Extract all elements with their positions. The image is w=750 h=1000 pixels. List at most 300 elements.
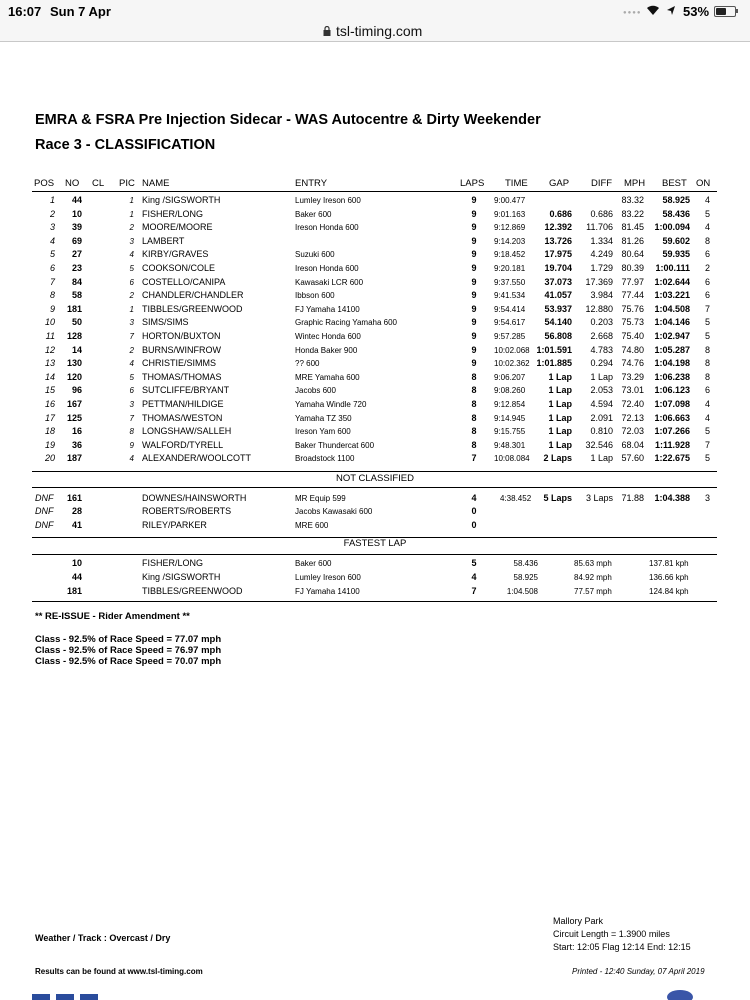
battery-percent: 53% (683, 4, 710, 19)
cell-gap: 1:01.885 (536, 358, 572, 369)
cell-pos: 10 (44, 317, 55, 328)
cell-time: 1:04.508 (506, 587, 538, 596)
cell-no: 39 (71, 222, 82, 233)
cell-on: 4 (705, 195, 711, 205)
cell-laps: 8 (471, 371, 477, 382)
dnf-row (0, 519, 750, 532)
cell-lap: 4 (471, 572, 477, 582)
cell-pos: 5 (49, 249, 55, 260)
cell-time: 4:38.452 (500, 494, 532, 503)
col-pos: POS (34, 178, 55, 189)
cell-best: 59.602 (662, 235, 690, 246)
cell-on: 5 (705, 426, 711, 437)
cell-gap: 54.140 (544, 317, 572, 328)
cell-pic: 7 (129, 332, 134, 341)
cell-no: 23 (71, 263, 82, 273)
cell-diff: 12.880 (585, 303, 613, 314)
cell-on: 8 (705, 371, 711, 382)
cell-no: 167 (66, 399, 82, 409)
page-title: EMRA & FSRA Pre Injection Sidecar - WAS Autocentre & Dirty Weekender (35, 112, 541, 128)
cell-mph: 75.40 (621, 331, 644, 341)
table-row (0, 221, 750, 234)
cell-best: 1:07.098 (654, 399, 690, 409)
cell-pic: 6 (129, 277, 134, 287)
cell-diff: 0.203 (590, 317, 613, 328)
cell-no: 187 (66, 453, 82, 464)
cell-pos: 9 (49, 303, 55, 314)
cell-entry: Lumley Ireson 600 (295, 196, 361, 205)
cell-diff: 1.729 (590, 263, 613, 273)
cell-time: 9:14.203 (494, 236, 526, 246)
cell-pos: DNF (35, 520, 54, 530)
cell-best: 1:03.221 (654, 290, 690, 301)
circuit-length: Circuit Length = 1.3900 miles (553, 929, 670, 939)
cell-on: 7 (705, 439, 711, 450)
cell-mph: 81.45 (621, 222, 644, 233)
status-bar (0, 0, 750, 22)
cell-no: 128 (66, 331, 82, 341)
table-row (0, 276, 750, 289)
cell-no: 84 (71, 276, 82, 287)
cell-entry: Suzuki 600 (295, 250, 335, 260)
cell-gap: 56.808 (544, 331, 572, 341)
cell-pic: 1 (129, 304, 134, 314)
cell-no: 58 (71, 290, 82, 301)
cell-name: CHRISTIE/SIMMS (142, 358, 217, 369)
cell-on: 5 (705, 331, 711, 341)
status-date: Sun 7 Apr (50, 4, 111, 19)
table-row (0, 330, 750, 343)
cell-pos: DNF (35, 506, 54, 516)
cell-lap: 5 (471, 558, 477, 568)
cell-name: MOORE/MOORE (142, 222, 213, 233)
cell-entry: Ibbson 600 (295, 291, 335, 301)
race-title: Race 3 - CLASSIFICATION (35, 137, 216, 153)
cell-name: LAMBERT (142, 235, 185, 246)
cell-best: 58.436 (662, 208, 690, 219)
cell-diff: 3.984 (590, 290, 613, 301)
cell-no: 28 (71, 506, 82, 516)
fastest-lap-row (0, 557, 750, 570)
cell-best: 1:02.947 (654, 331, 690, 341)
cell-pic: 3 (129, 236, 134, 246)
table-header (0, 177, 750, 190)
cell-pos: 12 (44, 344, 55, 355)
battery-icon (714, 6, 736, 17)
cell-on: 4 (705, 399, 711, 409)
not-classified-divider (32, 487, 717, 488)
cell-on: 5 (705, 208, 711, 219)
table-row (0, 289, 750, 302)
cell-name: KIRBY/GRAVES (142, 249, 209, 260)
cell-mph: 83.32 (621, 195, 644, 205)
cell-diff: 1.334 (590, 235, 613, 246)
weather: Weather / Track : Overcast / Dry (35, 933, 171, 943)
cell-on: 3 (705, 493, 711, 503)
cell-laps: 9 (471, 303, 477, 314)
cell-name: King /SIGSWORTH (142, 195, 221, 205)
cell-pic: 8 (129, 427, 134, 437)
cell-laps: 9 (471, 222, 477, 233)
cell-name: ROBERTS/ROBERTS (142, 506, 232, 516)
cell-entry: Kawasaki LCR 600 (295, 277, 364, 287)
cell-no: 44 (71, 572, 82, 582)
cell-laps: 7 (471, 453, 477, 464)
cell-gap: 5 Laps (543, 493, 572, 503)
cell-gap: 13.726 (544, 235, 572, 246)
cell-best: 1:04.508 (654, 303, 690, 314)
cell-best: 1:06.123 (654, 385, 690, 396)
cell-time: 10:08.084 (494, 454, 530, 464)
cell-name: THOMAS/THOMAS (142, 371, 222, 382)
cell-no: 120 (66, 371, 82, 382)
cell-diff: 2.091 (590, 412, 613, 423)
cell-time: 9:12.854 (494, 400, 526, 409)
cell-no: 181 (66, 586, 82, 596)
cell-on: 8 (705, 235, 711, 246)
cell-mph: 73.01 (621, 385, 644, 396)
cell-best: 1:22.675 (654, 453, 690, 464)
url-text[interactable]: tsl-timing.com (336, 23, 423, 39)
cell-pic: 4 (129, 250, 134, 260)
cell-diff: 17.369 (585, 276, 613, 287)
cell-laps: 9 (471, 317, 477, 328)
cell-best: 1:00.094 (654, 222, 690, 233)
cell-speed-kph: 124.84 kph (649, 587, 689, 596)
cell-name: TIBBLES/GREENWOOD (142, 586, 243, 596)
cell-laps: 9 (471, 208, 477, 219)
cell-entry: Honda Baker 900 (295, 345, 358, 355)
cell-time: 9:12.869 (494, 223, 526, 233)
cell-pic: 7 (129, 413, 134, 423)
cell-no: 27 (71, 249, 82, 260)
cell-entry: Ireson Yam 600 (295, 427, 351, 437)
col-best: BEST (662, 178, 687, 189)
cell-mph: 73.29 (621, 371, 644, 382)
table-row (0, 208, 750, 221)
cell-time: 9:15.755 (494, 427, 526, 437)
cell-time: 9:41.534 (494, 291, 526, 301)
cell-gap: 1 Lap (548, 399, 572, 409)
cell-name: RILEY/PARKER (142, 520, 207, 530)
cell-on: 2 (705, 263, 711, 273)
cell-on: 6 (705, 249, 711, 260)
cell-pos: 4 (49, 235, 55, 246)
cell-diff: 3 Laps (585, 493, 613, 503)
table-row (0, 412, 750, 425)
cell-time: 10:02.068 (494, 345, 530, 355)
cell-pos: 8 (49, 290, 55, 301)
cell-diff: 11.706 (586, 222, 613, 233)
table-row (0, 398, 750, 411)
cell-name: ALEXANDER/WOOLCOTT (142, 453, 252, 464)
cell-entry: Jacobs 600 (295, 386, 336, 396)
table-row (0, 248, 750, 261)
results-divider (32, 471, 717, 472)
cell-laps: 9 (471, 249, 477, 260)
cell-name: TIBBLES/GREENWOOD (142, 303, 243, 314)
cell-entry: MRE Yamaha 600 (295, 372, 360, 382)
cell-diff: 4.249 (590, 249, 613, 260)
cell-best: 1:05.287 (654, 344, 690, 355)
cell-mph: 74.80 (621, 344, 644, 355)
cell-best: 1:11.928 (654, 439, 690, 450)
cell-diff: 2.668 (590, 331, 613, 341)
cell-gap: 19.704 (544, 263, 572, 273)
cell-pic: 2 (129, 345, 134, 355)
cell-on: 5 (705, 453, 711, 464)
cell-name: FISHER/LONG (142, 558, 204, 568)
cell-gap: 17.975 (544, 249, 572, 260)
cell-no: 16 (71, 426, 82, 437)
cell-gap: 1:01.591 (536, 344, 572, 355)
cell-gap: 0.686 (549, 208, 572, 219)
col-pic: PIC (119, 178, 135, 189)
cell-time: 58.436 (513, 559, 538, 568)
cell-name: SUTCLIFFE/BRYANT (142, 385, 230, 396)
cell-diff: 1 Lap (590, 453, 613, 464)
cell-pos: 19 (44, 439, 55, 450)
cell-diff: 4.783 (590, 344, 613, 355)
cell-time: 9:08.260 (494, 386, 526, 396)
cell-best: 1:00.111 (655, 263, 690, 273)
cell-laps: 8 (471, 426, 477, 437)
table-row (0, 194, 750, 207)
cell-entry: Ireson Honda 600 (295, 264, 359, 273)
cell-best: 1:04.198 (654, 358, 690, 369)
cell-pos: 6 (49, 263, 55, 273)
cell-best: 59.935 (662, 249, 690, 260)
cell-entry: Yamaha Windle 720 (295, 400, 367, 409)
cell-name: BURNS/WINFROW (142, 344, 221, 355)
lock-icon (323, 26, 331, 36)
cell-entry: Ireson Honda 600 (295, 223, 359, 233)
cell-pic: 6 (129, 386, 134, 396)
dnf-row (0, 505, 750, 518)
cell-speed: 85.63 mph (574, 559, 612, 568)
cell-pos: 3 (49, 222, 55, 233)
cell-gap: 1 Lap (548, 439, 572, 450)
cell-entry: MR Equip 599 (295, 494, 346, 503)
cell-name: DOWNES/HAINSWORTH (142, 493, 247, 503)
reissue-note: ** RE-ISSUE - Rider Amendment ** (35, 611, 190, 622)
class-note-3: Class - 92.5% of Race Speed = 70.07 mph (35, 656, 222, 667)
table-row (0, 439, 750, 452)
cell-mph: 83.22 (621, 208, 644, 219)
cell-pos: 1 (49, 195, 55, 205)
cell-entry: Baker Thundercat 600 (295, 440, 375, 450)
start-info: Start: 12:05 Flag 12:14 End: 12:15 (553, 942, 691, 952)
cell-gap: 1 Lap (548, 385, 572, 396)
cell-pos: 13 (44, 358, 55, 369)
cell-lap: 7 (471, 586, 477, 596)
cell-gap: 12.392 (544, 222, 572, 233)
col-no: NO (65, 178, 80, 189)
cell-gap: 41.057 (544, 290, 572, 301)
cell-pic: 9 (129, 440, 134, 450)
cell-mph: 77.97 (621, 276, 644, 287)
cell-laps: 0 (471, 520, 477, 530)
cell-entry: Broadstock 1100 (295, 454, 355, 464)
cell-best: 1:06.238 (654, 371, 690, 382)
cell-pos: DNF (35, 493, 54, 503)
battery-level (716, 8, 726, 15)
cell-time: 9:20.181 (494, 264, 526, 273)
cell-speed: 84.92 mph (574, 573, 612, 582)
cell-time: 9:54.414 (494, 304, 526, 314)
cell-laps: 9 (471, 358, 477, 369)
cell-mph: 80.64 (621, 249, 644, 260)
cell-no: 36 (71, 439, 82, 450)
cell-diff: 1 Lap (590, 371, 613, 382)
cell-no: 96 (71, 385, 82, 396)
class-note-1: Class - 92.5% of Race Speed = 77.07 mph (35, 634, 222, 645)
cell-laps: 8 (471, 399, 477, 409)
cell-time: 9:37.550 (494, 277, 526, 287)
cell-time: 9:00.477 (494, 196, 526, 205)
cell-entry: FJ Yamaha 14100 (295, 304, 360, 314)
cell-name: WALFORD/TYRELL (142, 439, 224, 450)
cell-pic: 2 (129, 291, 134, 301)
cell-entry: MRE 600 (295, 521, 329, 530)
cell-laps: 9 (471, 290, 477, 301)
cell-entry: Wintec Honda 600 (295, 332, 361, 341)
cell-mph: 57.60 (621, 453, 644, 464)
cell-name: COSTELLO/CANIPA (142, 276, 226, 287)
cell-laps: 8 (471, 439, 477, 450)
cell-speed-kph: 137.81 kph (649, 559, 689, 568)
cell-on: 4 (705, 412, 711, 423)
cell-time: 9:06.207 (494, 372, 526, 382)
cell-no: 44 (71, 195, 82, 205)
cell-laps: 0 (471, 506, 477, 516)
table-row (0, 357, 750, 370)
cell-best: 1:06.663 (654, 412, 690, 423)
cell-pic: 4 (129, 454, 134, 464)
cell-no: 130 (66, 358, 82, 369)
cell-no: 10 (71, 558, 82, 568)
fastest-lap-row (0, 585, 750, 598)
cell-no: 161 (66, 493, 82, 503)
cell-no: 69 (71, 235, 82, 246)
cell-name: HORTON/BUXTON (142, 331, 221, 341)
venue: Mallory Park (553, 916, 604, 926)
cell-gap: 1 Lap (548, 426, 572, 437)
sponsor-logo-left (32, 990, 102, 1000)
cell-pic: 1 (129, 209, 134, 219)
cell-laps: 9 (471, 263, 477, 273)
cell-name: THOMAS/WESTON (142, 412, 223, 423)
cell-name: King /SIGSWORTH (142, 572, 221, 582)
col-entry: ENTRY (295, 178, 328, 189)
cell-name: SIMS/SIMS (142, 317, 189, 328)
wifi-icon (646, 4, 660, 16)
cell-time: 9:57.285 (494, 332, 526, 341)
col-on: ON (696, 178, 711, 189)
cell-mph: 81.26 (621, 235, 644, 246)
cell-on: 8 (705, 344, 711, 355)
signal-dots-icon: ●●●● (623, 10, 642, 16)
col-laps: LAPS (460, 178, 485, 189)
cell-time: 58.925 (513, 573, 538, 582)
cell-laps: 8 (471, 385, 477, 396)
cell-mph: 80.39 (621, 263, 644, 273)
dnf-row (0, 492, 750, 505)
cell-best: 58.925 (662, 195, 690, 205)
cell-laps: 4 (471, 493, 477, 503)
cell-name: LONGSHAW/SALLEH (142, 426, 232, 437)
fastest-lap-row (0, 571, 750, 584)
battery-tip (736, 9, 738, 13)
cell-on: 6 (705, 276, 711, 287)
cell-speed-kph: 136.66 kph (649, 573, 689, 582)
printed-info: Printed - 12:40 Sunday, 07 April 2019 (572, 967, 705, 976)
cell-entry: Baker 600 (295, 209, 332, 219)
sponsor-logo-right (665, 985, 695, 1000)
cell-on: 8 (705, 358, 711, 369)
cell-name: PETTMAN/HILDIGE (142, 399, 224, 409)
cell-on: 4 (705, 222, 711, 233)
cell-diff: 0.686 (590, 208, 613, 219)
cell-mph: 75.73 (621, 317, 644, 328)
cell-mph: 77.44 (621, 290, 644, 301)
table-row (0, 316, 750, 329)
cell-gap: 2 Laps (543, 453, 572, 464)
cell-diff: 2.053 (590, 385, 613, 396)
table-row (0, 371, 750, 384)
col-name: NAME (142, 178, 170, 189)
cell-mph: 74.76 (621, 358, 644, 369)
cell-laps: 9 (471, 276, 477, 287)
cell-entry: FJ Yamaha 14100 (295, 587, 360, 596)
cell-pic: 2 (129, 223, 134, 233)
url-bar[interactable] (0, 22, 750, 42)
cell-mph: 72.03 (621, 426, 644, 437)
cell-on: 6 (705, 385, 711, 396)
location-arrow-icon (666, 5, 676, 16)
cell-pic: 4 (129, 359, 134, 369)
col-time: TIME (505, 178, 528, 189)
cell-diff: 0.810 (590, 426, 613, 437)
table-row (0, 344, 750, 357)
cell-pic: 5 (129, 372, 134, 382)
table-row (0, 235, 750, 248)
fastest-lap-title: FASTEST LAP (343, 538, 407, 549)
cell-no: 14 (71, 344, 82, 355)
fastest-lap-divider (32, 554, 717, 555)
cell-mph: 71.88 (621, 493, 644, 503)
cell-diff: 0.294 (590, 358, 613, 369)
cell-entry: Jacobs Kawasaki 600 (295, 507, 373, 516)
cell-speed: 77.57 mph (574, 587, 612, 596)
cell-diff: 32.546 (585, 439, 613, 450)
col-diff: DIFF (591, 178, 613, 189)
cell-mph: 72.13 (621, 412, 644, 423)
cell-name: FISHER/LONG (142, 208, 204, 219)
cell-mph: 68.04 (621, 439, 644, 450)
fastest-lap-bottom-divider (32, 601, 717, 602)
cell-pic: 3 (129, 318, 134, 328)
cell-time: 10:02.362 (494, 359, 530, 369)
cell-name: COOKSON/COLE (142, 263, 216, 273)
cell-entry: ?? 600 (295, 359, 320, 369)
table-row (0, 384, 750, 397)
results-url: Results can be found at www.tsl-timing.com (35, 967, 203, 976)
cell-pos: 15 (44, 385, 55, 396)
table-row (0, 425, 750, 438)
cell-pos: 20 (44, 453, 55, 464)
class-note-2: Class - 92.5% of Race Speed = 76.97 mph (35, 645, 222, 656)
